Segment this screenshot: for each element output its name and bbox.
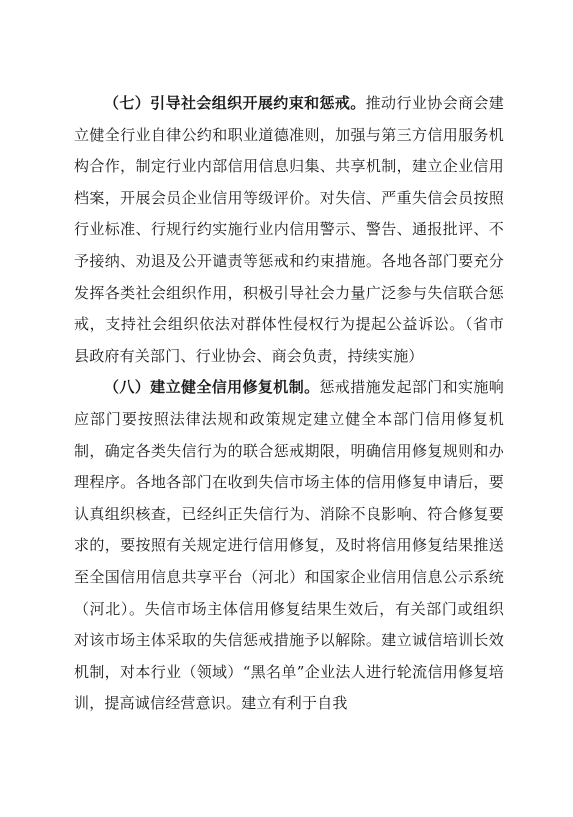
section-heading-8: （八）建立健全信用修复机制。 bbox=[104, 378, 320, 397]
document-body bbox=[74, 88, 504, 720]
section-heading-7: （七）引导社会组织开展约束和惩戒。 bbox=[104, 94, 366, 112]
paragraph-8 bbox=[74, 372, 504, 720]
paragraph-7 bbox=[74, 88, 504, 372]
section-body-7: 推动行业协会商会建立健全行业自律公约和职业道德准则，加强与第三方信用服务机构合作，制定行业内部信用信息归集、共享机制，建立企业信用档案，开展会员企业信用等级评价。对失信、严重失信会员按照行业标准、行规行约实施行业内信用警示、警告、通报批评、不予接纳、劝退及公开谴责等惩戒和约束措施。各地各部门要充分发挥各类社会组织作用，积极引导社会力量广泛参与失信联合惩戒，支持社会组织依法对群体性侵权行为提起公益诉讼。（省市县政府有关部门、行业协会、商会负责，持续实施） bbox=[74, 94, 504, 365]
section-body-8: 惩戒措施发起部门和实施响应部门要按照法律法规和政策规定建立健全本部门信用修复机制，确定各类失信行为的联合惩戒期限，明确信用修复规则和办理程序。各地各部门在收到失信市场主体的信用修复申请后，要认真组织核查，已经纠正失信行为、消除不良影响、符合修复要求的，要按照有关规定进行信用修复，及时将信用修复结果推送至全国信用信息共享平台（河北）和国家企业信用信息公示系统（河北）。失信市场主体信用修复结果生效后，有关部门或组织对该市场主体采取的失信惩戒措施予以解除。建立诚信培训长效机制，对本行业（领域）“黑名单”企业法人进行轮流信用修复培训，提高诚信经营意识。建立有利于自我 bbox=[74, 378, 504, 713]
